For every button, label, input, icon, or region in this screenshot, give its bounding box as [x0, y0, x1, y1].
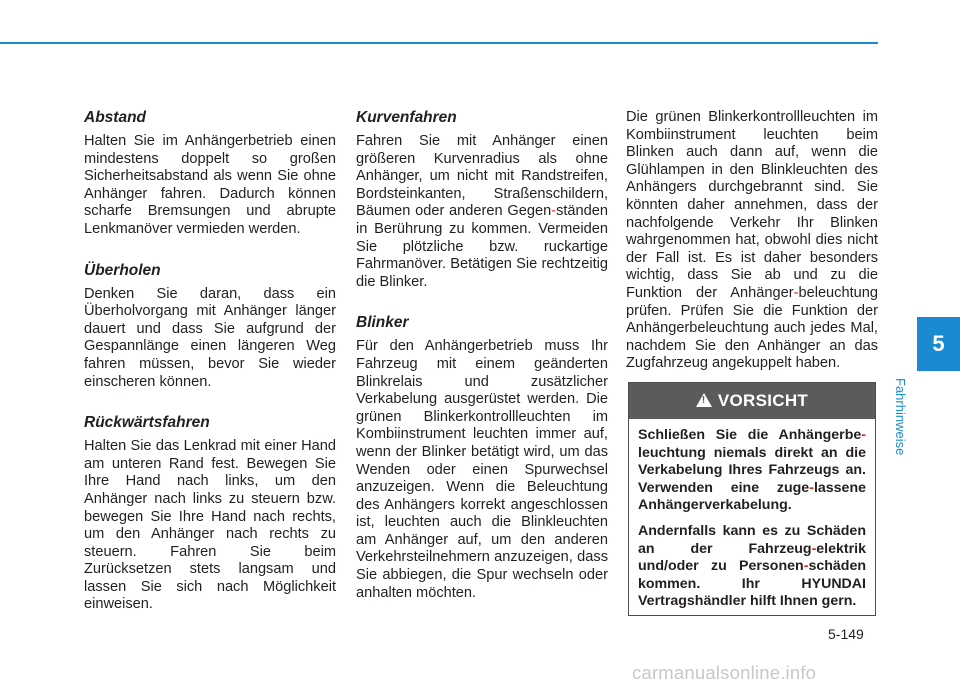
caution-text-2: Andernfalls kann es zu Schäden an der Fahrzeug-elektrik und/oder zu Personen-schäden kommen. Ihr HYUNDAI Vertragshändler hilft Ihnen gern.	[638, 522, 866, 610]
section-text-ueberholen: Denken Sie daran, dass ein Überholvorgang mit Anhänger länger dauert und dass Sie aufgrund der Gespannlänge einen längeren Weg fahren müssen, bevor Sie wieder einscheren können.	[84, 285, 336, 390]
section-heading-ueberholen: Überholen	[84, 261, 161, 279]
section-text-blinker-continued: Die grünen Blinkerkontrollleuchten im Kombiinstrument leuchten beim Blinken auch dann auf, wenn die Glühlampen in den Blinkleuchten des Anhängers durchgebrannt sind. Sie könnten daher annehmen, dass der nachfolgende Verkehr Ihr Blinken wahrgenommen hat, obwohl dies nicht der Fall ist. Es ist daher besonders wichtig, dass Sie ab und zu die Funktion der Anhänger-beleuchtung prüfen. Prüfen Sie die Funktion der Anhängerbeleuchtung auch jedes Mal, nachdem Sie den Anhänger an das Zugfahrzeug angekuppelt haben.	[626, 109, 878, 372]
column-right	[626, 109, 878, 395]
chapter-tab: 5	[917, 317, 960, 371]
header-rule	[0, 42, 878, 44]
section-text-blinker: Für den Anhängerbetrieb muss Ihr Fahrzeug mit einem geänderten Blinkrelais und zusätzlicher Verkabelung ausgerüstet werden. Die grünen Blinkerkontrollleuchten im Kombiinstrument leuchten immer auf, wenn der Blinker betätigt wird, um das Wenden oder einen Spurwechsel anzuzeigen. Wenn die Beleuchtung des Anhängers korrekt angeschlossen ist, leuchten auch die Blinkleuchten am Anhänger auf, um den anderen Verkehrsteilnehmern anzuzeigen, dass Sie abbiegen, die Spur wechseln oder anhalten möchten.	[356, 338, 608, 601]
caution-text-1: Schließen Sie die Anhängerbe-leuchtung niemals direkt an die Verkabelung Ihres Fahrzeugs an. Verwenden eine zuge-lassene Anhängerverkabelung.	[638, 427, 866, 514]
section-heading-kurvenfahren: Kurvenfahren	[356, 109, 457, 126]
section-heading-blinker: Blinker	[356, 314, 409, 332]
column-left	[84, 108, 336, 636]
warning-icon: !	[696, 393, 712, 407]
caution-body	[629, 419, 875, 611]
chapter-title: Fahrhinweise	[893, 378, 908, 456]
caution-title: VORSICHT	[717, 391, 809, 410]
column-middle	[356, 108, 608, 624]
section-heading-abstand: Abstand	[84, 109, 146, 126]
caution-header	[629, 383, 875, 419]
section-text-rueckwaertsfahren: Halten Sie das Lenkrad mit einer Hand am unteren Rand fest. Bewegen Sie Ihre Hand nach links, um den Anhänger nach links zu steuern bzw. bewegen Sie Ihre Hand nach rechts, um den Anhänger nach rechts zu steuern. Fahren Sie beim Zurücksetzen stets langsam und lassen Sie sich nach Möglichkeit einweisen.	[84, 438, 336, 613]
section-text-abstand: Halten Sie im Anhängerbetrieb einen mindestens doppelt so großen Sicherheitsabstand als wenn Sie ohne Anhänger fahren. Dadurch können scharfe Bremsungen und abrupte Lenkmanöver vermieden werden.	[84, 133, 336, 237]
section-text-kurvenfahren: Fahren Sie mit Anhänger einen größeren Kurvenradius als ohne Anhänger, um nicht mit Randstreifen, Bordsteinkanten, Straßenschildern, Bäumen oder anderen Gegen-ständen in Berührung zu kommen. Vermeiden Sie plötzliche bzw. ruckartige Fahrmanöver. Betätigen Sie rechtzeitig die Blinker.	[356, 133, 608, 290]
section-heading-rueckwaertsfahren: Rückwärtsfahren	[84, 414, 210, 432]
caution-box	[628, 382, 876, 616]
page-number: 5-149	[828, 626, 864, 642]
watermark: carmanualsonline.info	[632, 662, 817, 683]
